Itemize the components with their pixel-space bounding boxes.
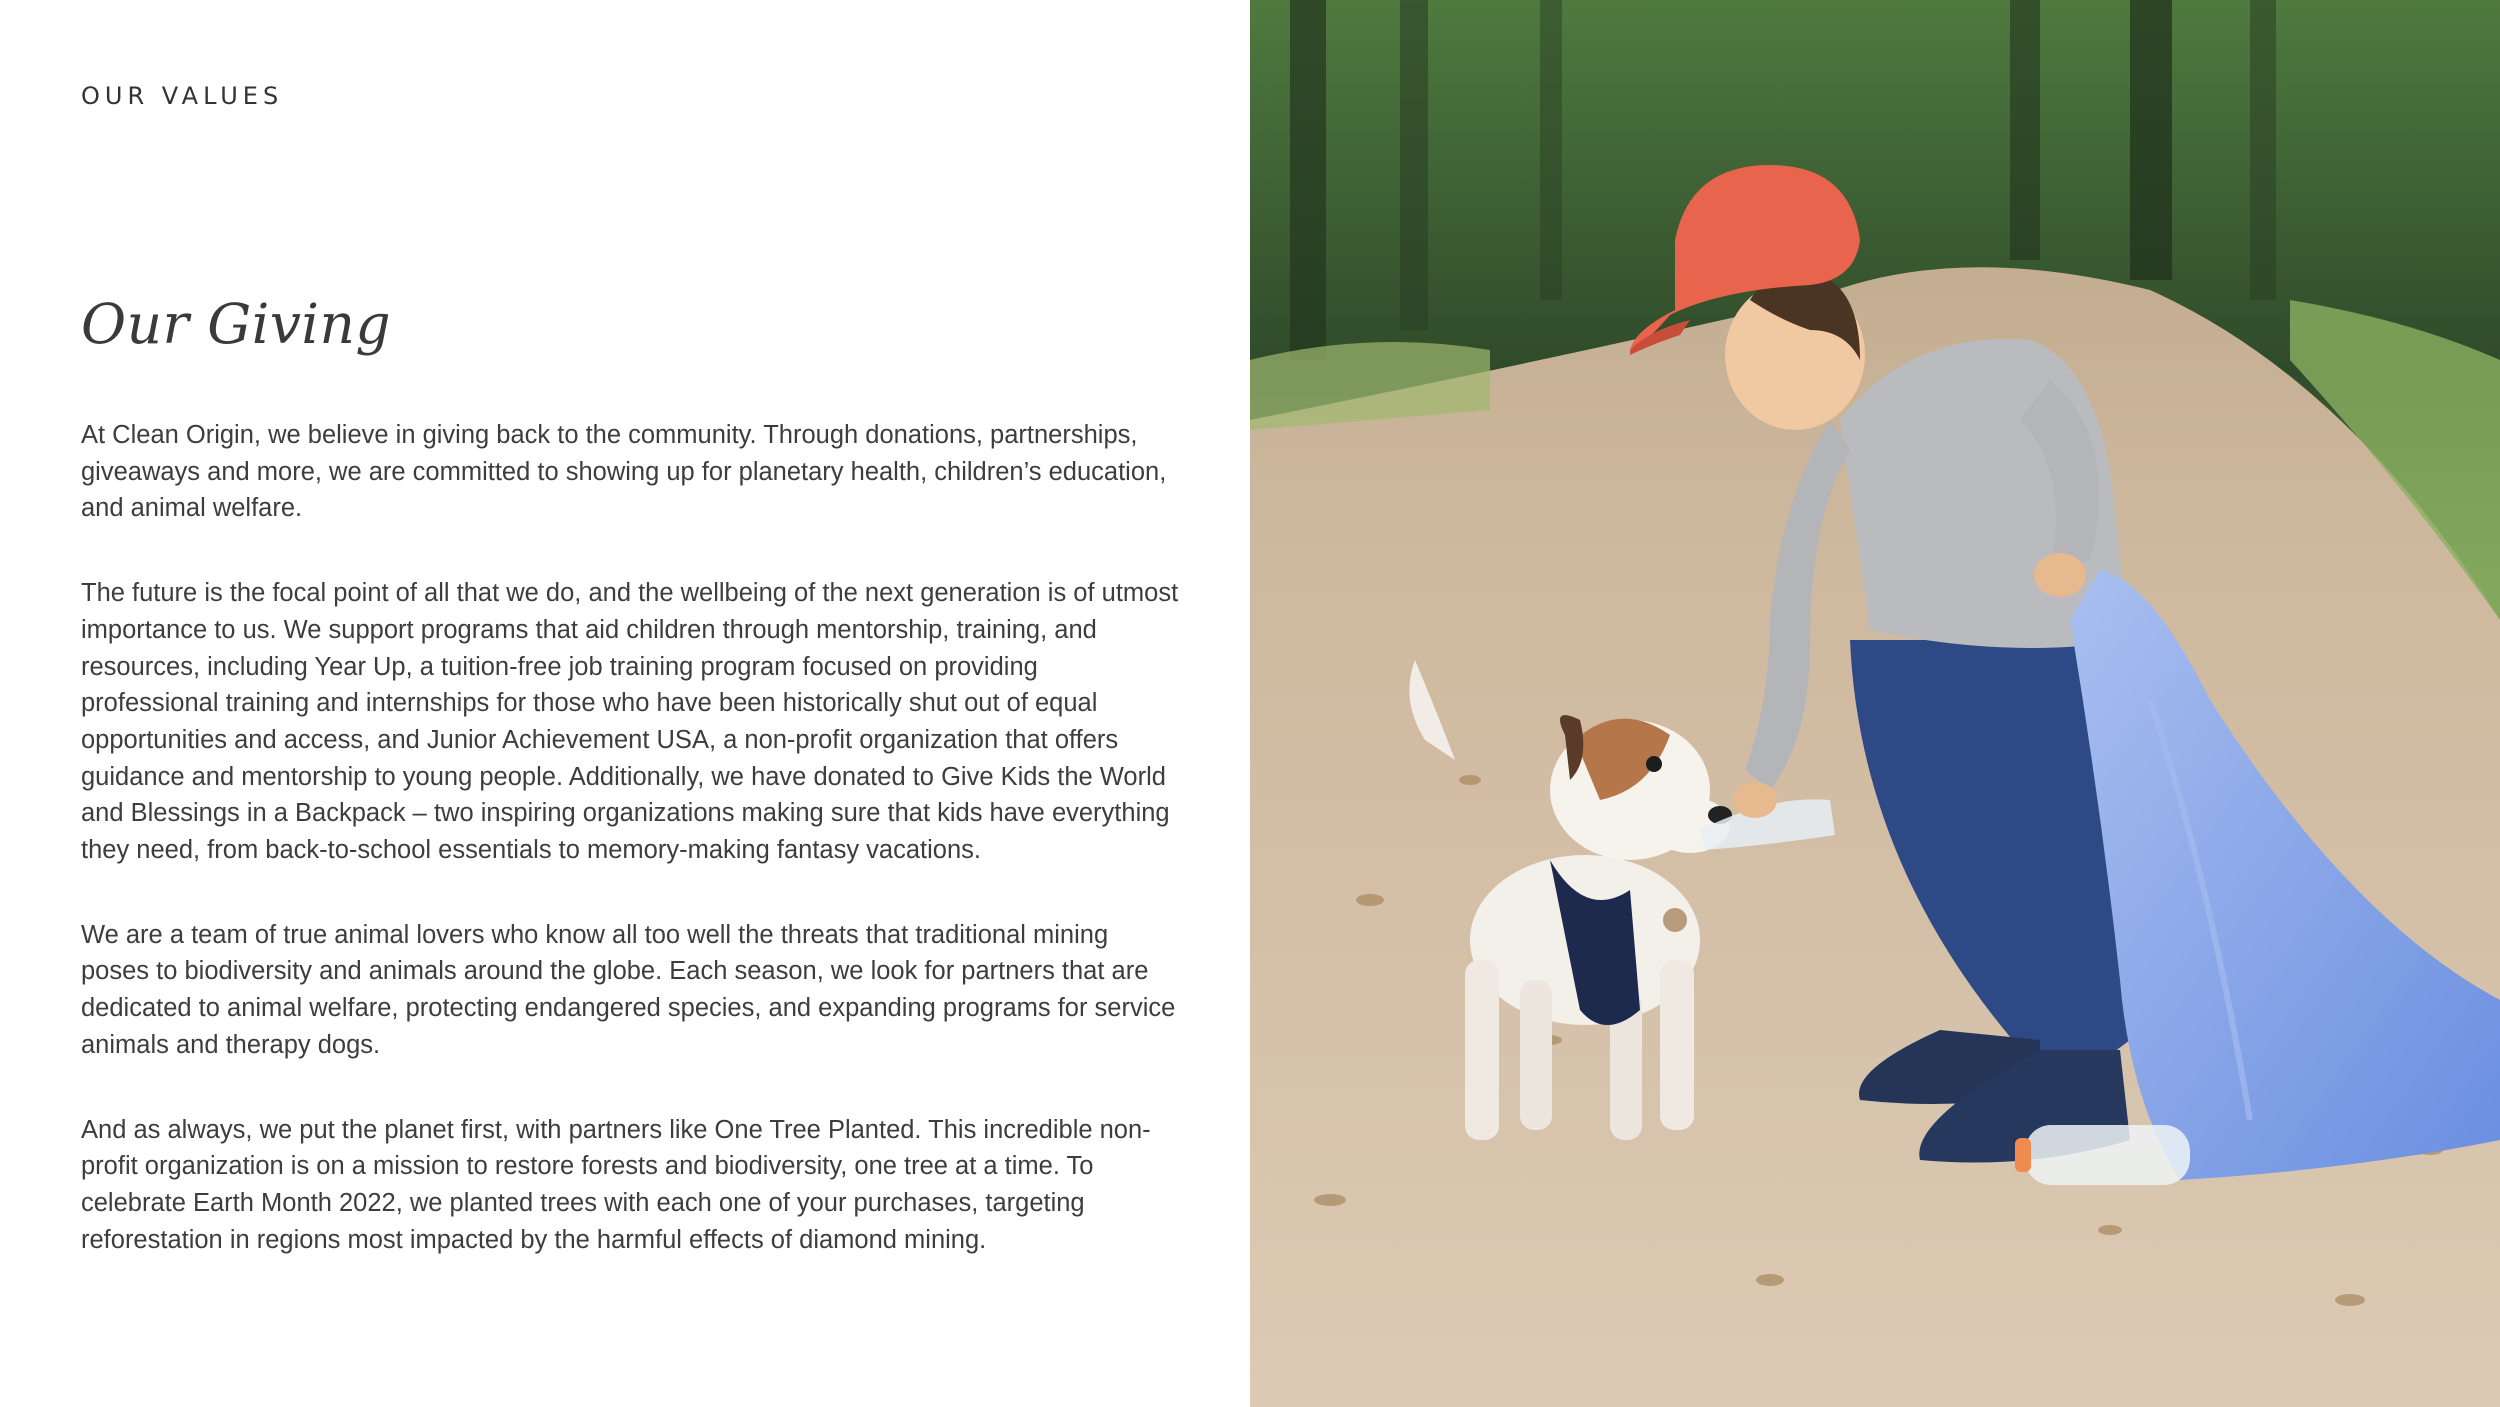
- body-text: [81, 417, 1181, 1306]
- section-eyebrow: OUR VALUES: [81, 82, 284, 110]
- boy-and-dog-illustration: [1250, 0, 2500, 1407]
- page-title: Our Giving: [81, 292, 392, 356]
- paragraph-children: The future is the focal point of all that we do, and the wellbeing of the next generation is of utmost importance to us. We support programs that aid children through mentorship, training, and resources, including Year Up, a tuition-free job training program focused on providing professional training and internships for those who have been historically shut out of equal opportunities and access, and Junior Achievement USA, a non-profit organization that offers guidance and mentorship to young people. Additionally, we have donated to Give Kids the World and Blessings in a Backpack – two inspiring organizations making sure that kids have everything they need, from back-to-school essentials to memory-making fantasy vacations.: [81, 579, 1179, 865]
- paragraph-planet: And as always, we put the planet first, with partners like One Tree Planted. This incredible non-profit organization is on a mission to restore forests and biodiversity, one tree at a time. To celebrate Earth Month 2022, we planted trees with each one of your purchases, targeting reforestation in regions most impacted by the harmful effects of diamond mining.: [81, 1115, 1151, 1254]
- plastic-bottle: [2015, 1125, 2190, 1185]
- paragraph-intro: At Clean Origin, we believe in giving back to the community. Through donations, partnerships, giveaways and more, we are committed to showing up for planetary health, children’s education, and animal welfare.: [81, 421, 1167, 523]
- hero-photo: [1250, 0, 2500, 1407]
- paragraph-animals: We are a team of true animal lovers who know all too well the threats that traditional mining poses to biodiversity and animals around the globe. Each season, we look for partners that are dedicated to animal welfare, protecting endangered species, and expanding programs for service animals and therapy dogs.: [81, 920, 1176, 1059]
